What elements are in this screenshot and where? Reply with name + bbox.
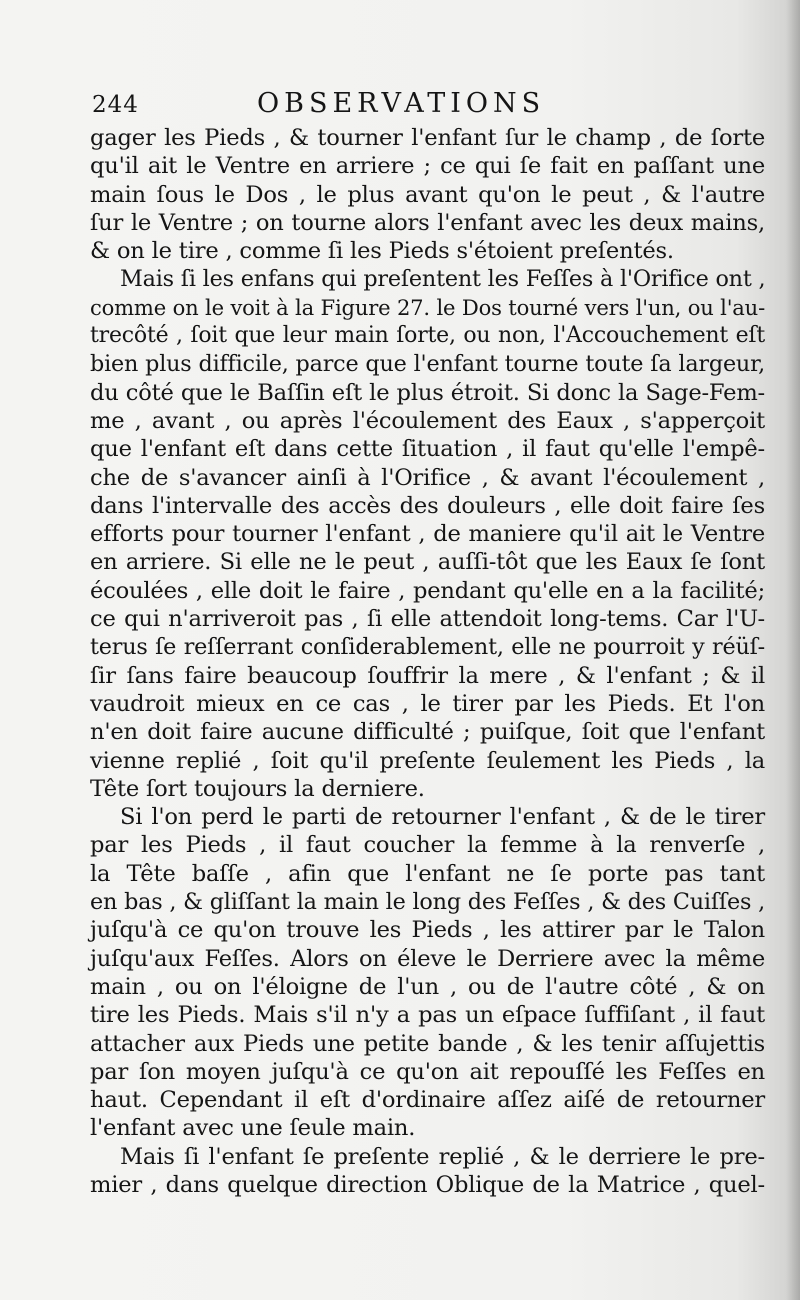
text-line: par ſon moyen juſqu'à ce qu'on ait repouſſé les Feſſes en <box>90 1058 765 1085</box>
page-header <box>92 88 772 122</box>
text-line: mier , dans quelque direction Oblique de la Matrice , quel- <box>90 1171 765 1198</box>
body-text <box>90 124 765 1199</box>
text-line: ce qui n'arriveroit pas , ſi elle attendoit long-tems. Car l'U- <box>90 606 765 633</box>
text-line: n'en doit faire aucune difficulté ; puiſque, ſoit que l'enfant <box>90 719 765 746</box>
text-line: haut. Cependant il eſt d'ordinaire aſſez aiſé de retourner <box>90 1087 765 1114</box>
text-line: main , ou on l'éloigne de l'un , ou de l'autre côté , & on <box>90 973 765 1000</box>
text-line: dans l'intervalle des accès des douleurs , elle doit faire ſes <box>90 492 765 519</box>
running-title: OBSERVATIONS <box>257 88 546 119</box>
text-line: & on le tire , comme ſi les Pieds s'étoient preſentés. <box>90 238 674 265</box>
text-line: gager les Pieds , & tourner l'enfant ſur le champ , de ſorte <box>90 125 765 151</box>
text-line: du côté que le Baſſin eſt le plus étroit. Si donc la Sage-Fem- <box>90 379 765 406</box>
page-number: 244 <box>92 92 139 118</box>
text-line: comme on le voit à la Figure 27. le Dos tourné vers l'un, ou l'au- <box>90 294 765 320</box>
text-line: ſir ſans faire beaucoup ſouffrir la mere , & l'enfant ; & il <box>90 662 765 689</box>
text-line: en bas , & gliſſant la main le long des Feſſes , & des Cuiſſes , <box>90 889 765 916</box>
text-line: tire les Pieds. Mais s'il n'y a pas un eſpace ſuffiſant , il faut <box>90 1002 765 1029</box>
text-line: ſur le Ventre ; on tourne alors l'enfant avec les deux mains, <box>90 209 765 236</box>
text-line: juſqu'aux Feſſes. Alors on éleve le Derriere avec la même <box>90 945 765 972</box>
text-line: che de s'avancer ainſi à l'Orifice , & avant l'écoulement , <box>90 464 765 491</box>
text-line: par les Pieds , il faut coucher la femme à la renverſe , <box>90 832 765 859</box>
text-line: attacher aux Pieds une petite bande , & les tenir aſſujettis <box>90 1030 765 1057</box>
text-line: l'enfant avec une ſeule main. <box>90 1115 416 1142</box>
text-line: me , avant , ou après l'écoulement des Eaux , s'apperçoit <box>90 407 765 434</box>
text-line: écoulées , elle doit le faire , pendant qu'elle en a la facilité; <box>90 577 765 604</box>
text-line: que l'enfant eſt dans cette ſituation , il faut qu'elle l'empê- <box>90 436 765 463</box>
text-line: Si l'on perd le parti de retourner l'enfant , & de le tirer <box>120 804 765 831</box>
text-line: trecôté , ſoit que leur main ſorte, ou non, l'Accouchement eſt <box>90 323 765 349</box>
text-line: Tête ſort toujours la derniere. <box>90 775 425 802</box>
text-line: en arriere. Si elle ne le peut , auſſi-tôt que les Eaux ſe ſont <box>90 549 765 576</box>
page-edge-shadow <box>786 0 800 1300</box>
text-line: vienne replié , ſoit qu'il preſente ſeulement les Pieds , la <box>90 747 765 774</box>
text-line: Mais ſi les enfans qui preſentent les Feſſes à l'Orifice ont , <box>120 266 766 293</box>
text-line: vaudroit mieux en ce cas , le tirer par les Pieds. Et l'on <box>90 690 765 717</box>
text-line: bien plus difficile, parce que l'enfant tourne toute ſa largeur, <box>90 351 765 378</box>
text-line: la Tête baſſe , afin que l'enfant ne ſe porte pas tant <box>90 860 765 887</box>
text-line: qu'il ait le Ventre en arriere ; ce qui ſe fait en paſſant une <box>90 153 765 180</box>
text-line: Mais ſi l'enfant ſe preſente replié , & le derriere le pre- <box>120 1143 765 1170</box>
text-line: juſqu'à ce qu'on trouve les Pieds , les attirer par le Talon <box>90 917 765 944</box>
text-line: main ſous le Dos , le plus avant qu'on le peut , & l'autre <box>90 181 765 208</box>
text-line: terus ſe reſſerrant conſiderablement, elle ne pourroit y réüſ- <box>90 634 765 661</box>
text-line: efforts pour tourner l'enfant , de maniere qu'il ait le Ventre <box>90 521 765 548</box>
